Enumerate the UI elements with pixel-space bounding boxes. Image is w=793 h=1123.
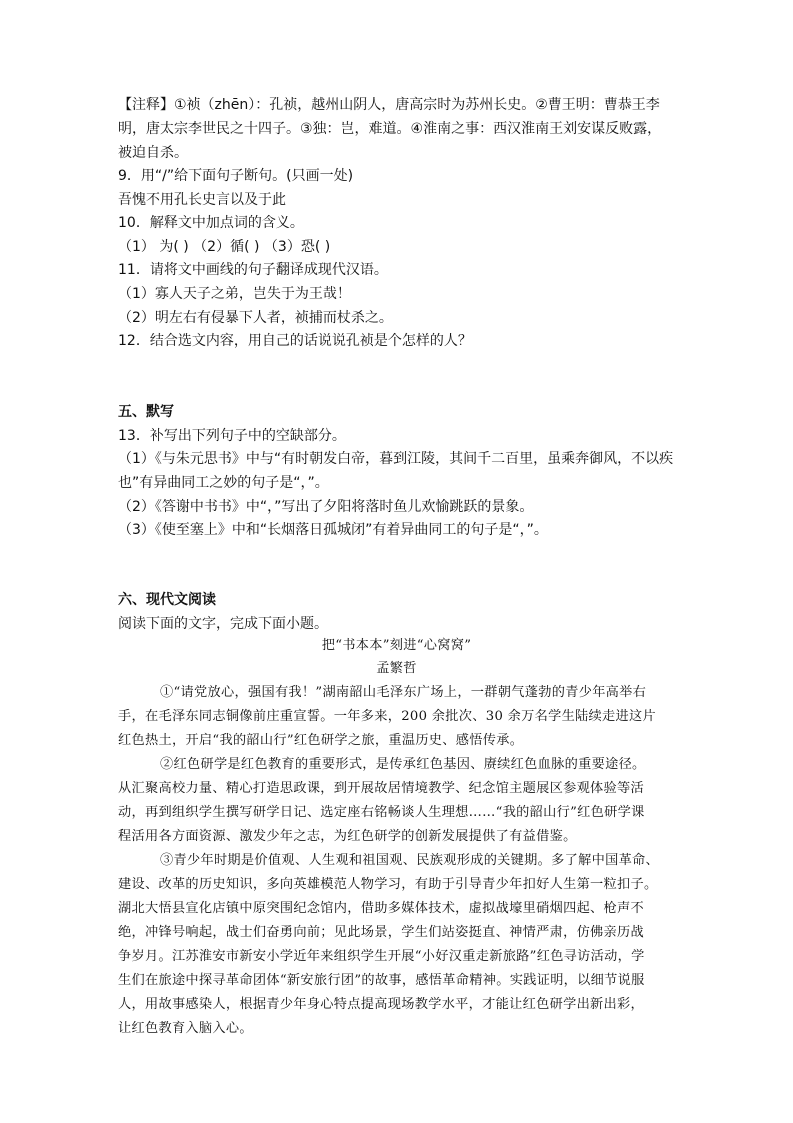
question-11-item-1: （1）寡人天子之弟，岂失于为王哉！	[118, 286, 351, 302]
paragraph-2-line: 从汇聚高校力量、精心打造思政课，到开展故居情境教学、纪念馆主题展区参观体验等活	[118, 781, 645, 796]
paragraph-3-line: 争岁月。江苏淮安市新安小学近年来组织学生开展“小好汉重走新旅路”红色寻访活动，学	[118, 949, 645, 964]
question-11: 11．请将文中画线的句子翻译成现代汉语。	[118, 262, 388, 278]
paragraph-1-line: ①“请党放心，强国有我！”湖南韶山毛泽东广场上，一群朝气蓬勃的青少年高举右	[160, 685, 647, 700]
notes-line-3: 被迫自杀。	[118, 145, 188, 161]
section-6-title: 六、现代文阅读	[118, 592, 216, 608]
paragraph-2-line: 程活用各方面资源、激发少年之志，为红色研学的创新发展提供了有益借鉴。	[118, 829, 577, 844]
question-13-item-2: （2）《答谢中书书》中“，”写出了夕阳将落时鱼儿欢愉跳跃的景象。	[118, 499, 534, 515]
article-author: 孟繁哲	[376, 661, 417, 676]
reading-intro: 阅读下面的文字，完成下面小题。	[118, 616, 328, 632]
question-10: 10．解释文中加点词的含义。	[118, 215, 304, 231]
question-13: 13．补写出下列句子中的空缺部分。	[118, 428, 346, 444]
question-13-item-1a: （1）《与朱元思书》中与“有时朝发白帝，暮到江陵，其间千二百里，虽乘奔御风，不以疾	[118, 451, 674, 467]
question-11-item-2: （2）明左右有侵暴下人者，祯捕而杖杀之。	[118, 310, 393, 326]
section-5-title: 五、默写	[118, 404, 174, 420]
question-13-item-3: （3）《使至塞上》中和“长烟落日孤城闭”有着异曲同工的句子是“，”。	[118, 522, 548, 538]
question-13-item-1b: 也”有异曲同工之妙的句子是“，”。	[118, 475, 329, 491]
paragraph-3-line: 湖北大悟县宣化店镇中原突围纪念馆内，借助多媒体技术，虚拟战壕里硝烟四起、枪声不	[118, 901, 645, 916]
question-9-sentence: 吾愧不用孔长史言以及于此	[118, 192, 286, 208]
paragraph-3-line: 生们在旅途中探寻革命团体“新安旅行团”的故事，感悟革命精神。实践证明，以细节说服	[118, 973, 645, 988]
paragraph-1-line: 手，在毛泽东同志铜像前庄重宣誓。一年多来，200 余批次、30 余万名学生陆续走进这片	[118, 709, 656, 724]
question-10-items: （1） 为( ) （2）循( ) （3）恐( )	[118, 239, 331, 255]
paragraph-3-line: 让红色教育入脑入心。	[118, 1021, 253, 1036]
paragraph-1-line: 红色热土，开启“我的韶山行”红色研学之旅，重温历史、感悟传承。	[118, 733, 524, 748]
paragraph-2-line: 动，再到组织学生撰写研学日记、选定座右铭畅谈人生理想……“我的韶山行”红色研学课	[118, 805, 645, 820]
article-title: 把“书本本”刻进“心窝窝”	[321, 638, 472, 653]
notes-line-2: 明，唐太宗李世民之十四子。③独：岂，难道。④淮南之事：西汉淮南王刘安谋反败露，	[118, 121, 662, 137]
paragraph-3-line: 建设、改革的历史知识，多向英雄模范人物学习，有助于引导青少年扣好人生第一粒扣子。	[118, 877, 658, 892]
question-9: 9．用“/”给下面句子断句。(只画一处)	[118, 168, 354, 184]
paragraph-3-line: 人，用故事感染人，根据青少年身心特点提高现场教学水平，才能让红色研学出新出彩，	[118, 997, 645, 1012]
paragraph-3-line: ③青少年时期是价值观、人生观和祖国观、民族观形成的关键期。多了解中国革命、	[160, 853, 660, 868]
paragraph-2-line: ②红色研学是红色教育的重要形式，是传承红色基因、赓续红色血脉的重要途径。	[160, 757, 646, 772]
paragraph-3-line: 绝，冲锋号响起，战士们奋勇向前；见此场景，学生们站姿挺直、神情严肃，仿佛亲历战	[118, 925, 645, 940]
question-12: 12．结合选文内容，用自己的话说说孔祯是个怎样的人？	[118, 333, 472, 349]
notes-line-1: 【注释】①祯（zhēn）：孔祯，越州山阴人，唐高宗时为苏州长史。②曹王明：曹恭王李	[118, 97, 660, 113]
